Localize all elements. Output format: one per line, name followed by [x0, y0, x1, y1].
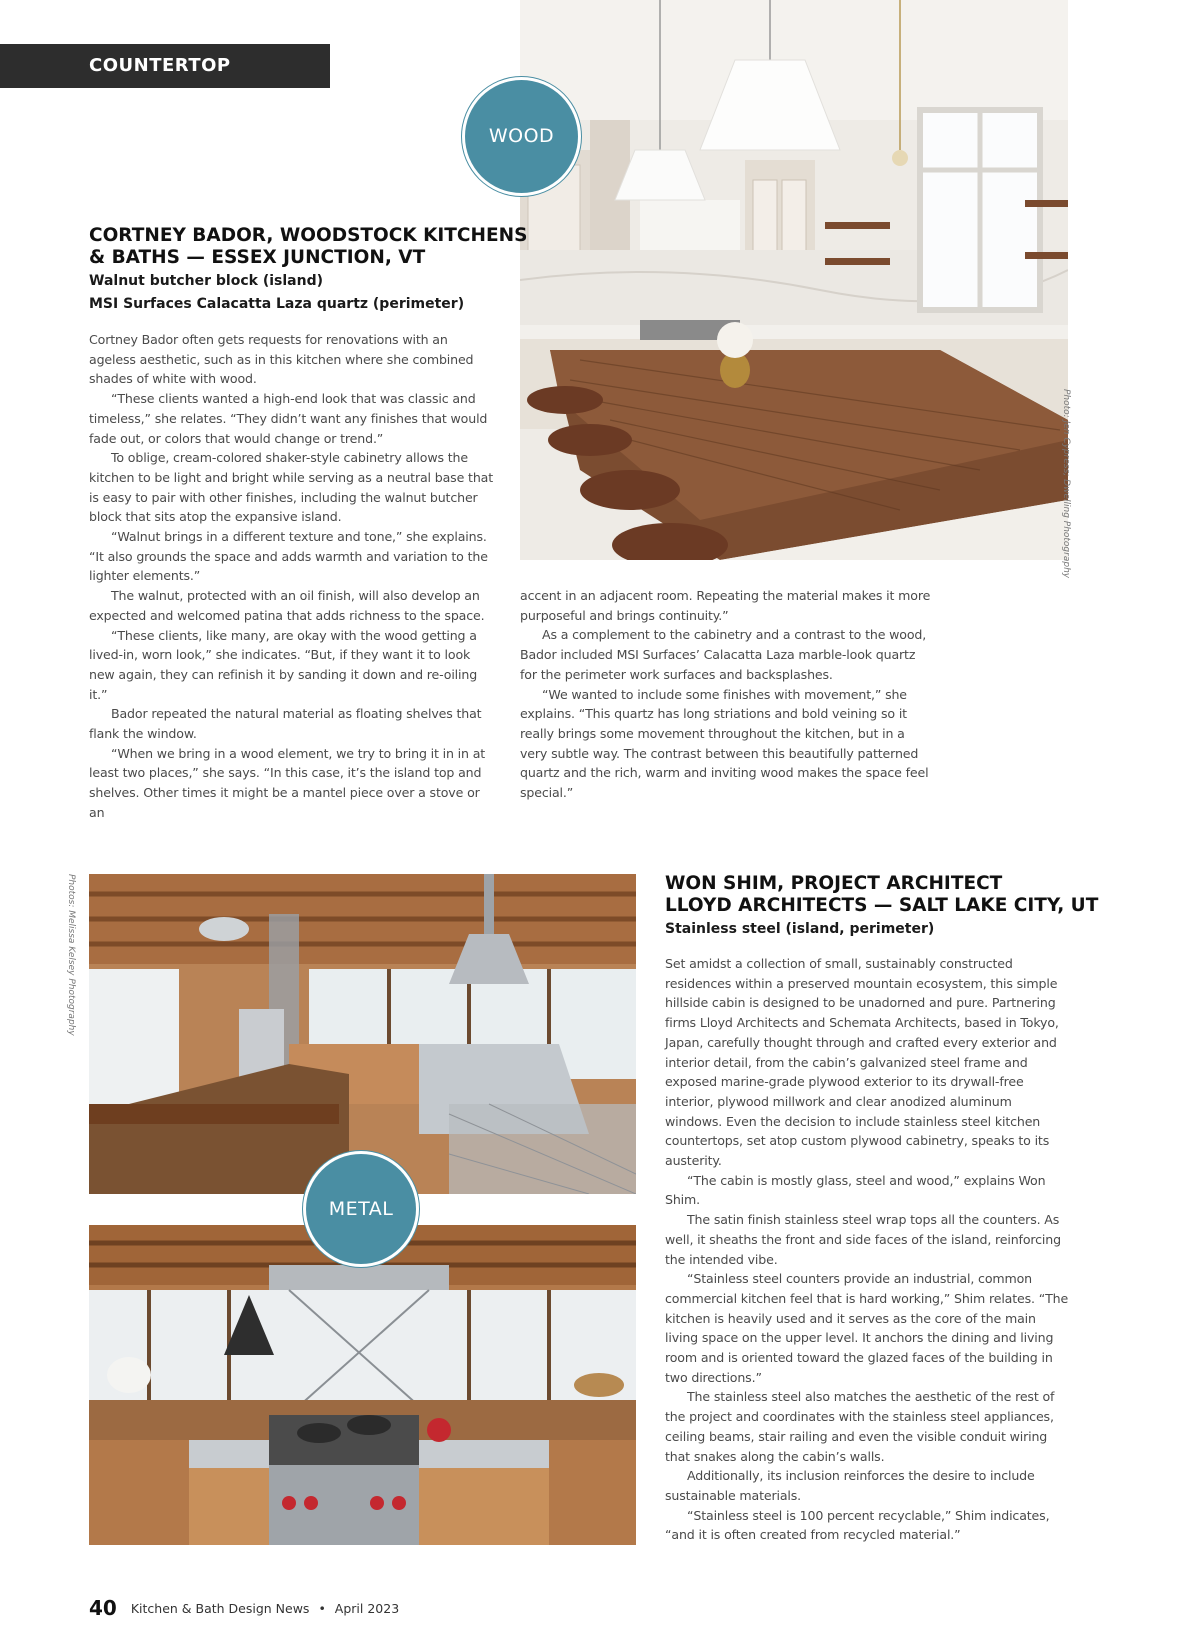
paragraph: Set amidst a collection of small, sustainably constructed residences within a preserved mountain ecosystem, this simple hillside cabin is designed to be unadorned and pure. Partnering firms Lloyd Architects and Schemata Architects, based in Tokyo, Japan, carefully thought through and crafted every exterior and interior detail, from the cabin’s galvanized steel frame and exposed marine-grade plywood exterior to its drywall-free interior, plywood millwork and clear anodized aluminum windows. Even the decision to include stainless steel kitchen countertops, set atop custom plywood cabinetry, speaks to its austerity. [665, 956, 1059, 1169]
wood-kitchen-photo [520, 0, 1068, 560]
paragraph: The walnut, protected with an oil finish, will also develop an expected and welcomed patina that adds richness to the space. [89, 588, 485, 623]
paragraph: Additionally, its inclusion reinforces the desire to include sustainable materials. [665, 1468, 1035, 1503]
wood-material-2: MSI Surfaces Calacatta Laza quartz (perimeter) [89, 296, 465, 312]
paragraph: “Walnut brings in a different texture and tone,” she explains. “It also grounds the space and adds warmth and variation to the lighter elements.” [89, 529, 488, 584]
metal-material-1: Stainless steel (island, perimeter) [665, 921, 935, 937]
wood-materials [89, 270, 464, 316]
metal-kitchen-photo-bottom [89, 1225, 636, 1545]
paragraph: To oblige, cream-colored shaker-style cabinetry allows the kitchen to be light and bright while serving as a neutral base that is easy to pair with other finishes, including the walnut butcher block that sits atop the expansive island. [89, 450, 494, 525]
publication-name: Kitchen & Bath Design News [130, 1601, 310, 1616]
wood-photo-credit: Photo: Jen Cypress; Dwelling Photography [1061, 389, 1071, 579]
wood-heading-line-1: CORTNEY BADOR, WOODSTOCK KITCHENS [89, 225, 528, 246]
footer-separator: • [318, 1601, 326, 1616]
page-footer [89, 1596, 399, 1620]
wood-heading-line-2: & BATHS — ESSEX JUNCTION, VT [89, 247, 426, 268]
wood-article-column-1 [89, 330, 496, 823]
metal-photo-credit: Photos: Melissa Kelsey Photography [66, 874, 76, 1036]
paragraph: “These clients, like many, are okay with the wood getting a lived-in, worn look,” she indicates. “But, if they want it to look new again, they can refinish it by sanding it down and re-oiling it.” [89, 627, 478, 702]
page-number: 40 [89, 1596, 117, 1620]
paragraph: “These clients wanted a high-end look that was classic and timeless,” she relates. “They didn’t want any finishes that would fade out, or colors that would change or trend.” [89, 391, 488, 446]
paragraph: “Stainless steel counters provide an industrial, common commercial kitchen feel that is hard working,” Shim relates. “The kitchen is heavily used and it serves as the core of the main living space on the upper level. It anchors the dining and living room and is oriented toward the glazed faces of the building in two directions.” [665, 1271, 1069, 1385]
paragraph: The stainless steel also matches the aesthetic of the rest of the project and coordinates with the stainless steel appliances, ceiling beams, stair railing and even the visible conduit wiring that snakes along the cabin’s walls. [665, 1389, 1055, 1464]
metal-article-column [665, 954, 1070, 1545]
paragraph: “The cabin is mostly glass, steel and wood,” explains Won Shim. [665, 1172, 1046, 1208]
paragraph: “Stainless steel is 100 percent recyclable,” Shim indicates, “and it is often created from recycled material.” [665, 1507, 1050, 1543]
metal-materials [665, 918, 934, 941]
wood-badge: WOOD [465, 80, 578, 193]
paragraph: Bador repeated the natural material as floating shelves that flank the window. [89, 706, 482, 742]
section-label: COUNTERTOP PROFILES [0, 44, 330, 88]
paragraph: accent in an adjacent room. Repeating the material makes it more purposeful and brings continuity.” [520, 588, 931, 623]
metal-kitchen-photo-top [89, 874, 636, 1194]
wood-material-1: Walnut butcher block (island) [89, 273, 323, 289]
paragraph: “We wanted to include some finishes with movement,” she explains. “This quartz has long striations and bold veining so it really brings some movement throughout the kitchen, but in a very subtle way. The contrast between this beautifully patterned quartz and the rich, warm and inviting wood makes the space feel special.” [520, 686, 929, 801]
metal-badge: METAL [306, 1154, 416, 1264]
metal-heading-line-2: LLOYD ARCHITECTS — SALT LAKE CITY, UT [665, 895, 1099, 916]
wood-article-column-2 [520, 586, 932, 803]
issue-date: April 2023 [334, 1601, 400, 1616]
wood-heading [89, 225, 527, 269]
paragraph: As a complement to the cabinetry and a contrast to the wood, Bador included MSI Surfaces’ Calacatta Laza marble-look quartz for the perimeter work surfaces and backsplashes. [520, 627, 927, 682]
paragraph: “When we bring in a wood element, we try to bring it in in at least two places,” she says. “In this case, it’s the island top and shelves. Other times it might be a mantel piece over a stove or an [89, 745, 486, 820]
metal-heading-line-1: WON SHIM, PROJECT ARCHITECT [665, 873, 1003, 894]
paragraph: The satin finish stainless steel wrap tops all the counters. As well, it sheaths the front and side faces of the island, reinforcing the intended vibe. [665, 1212, 1061, 1267]
metal-heading [665, 873, 1098, 917]
paragraph: Cortney Bador often gets requests for renovations with an ageless aesthetic, such as in this kitchen where she combined shades of white with wood. [89, 332, 474, 387]
